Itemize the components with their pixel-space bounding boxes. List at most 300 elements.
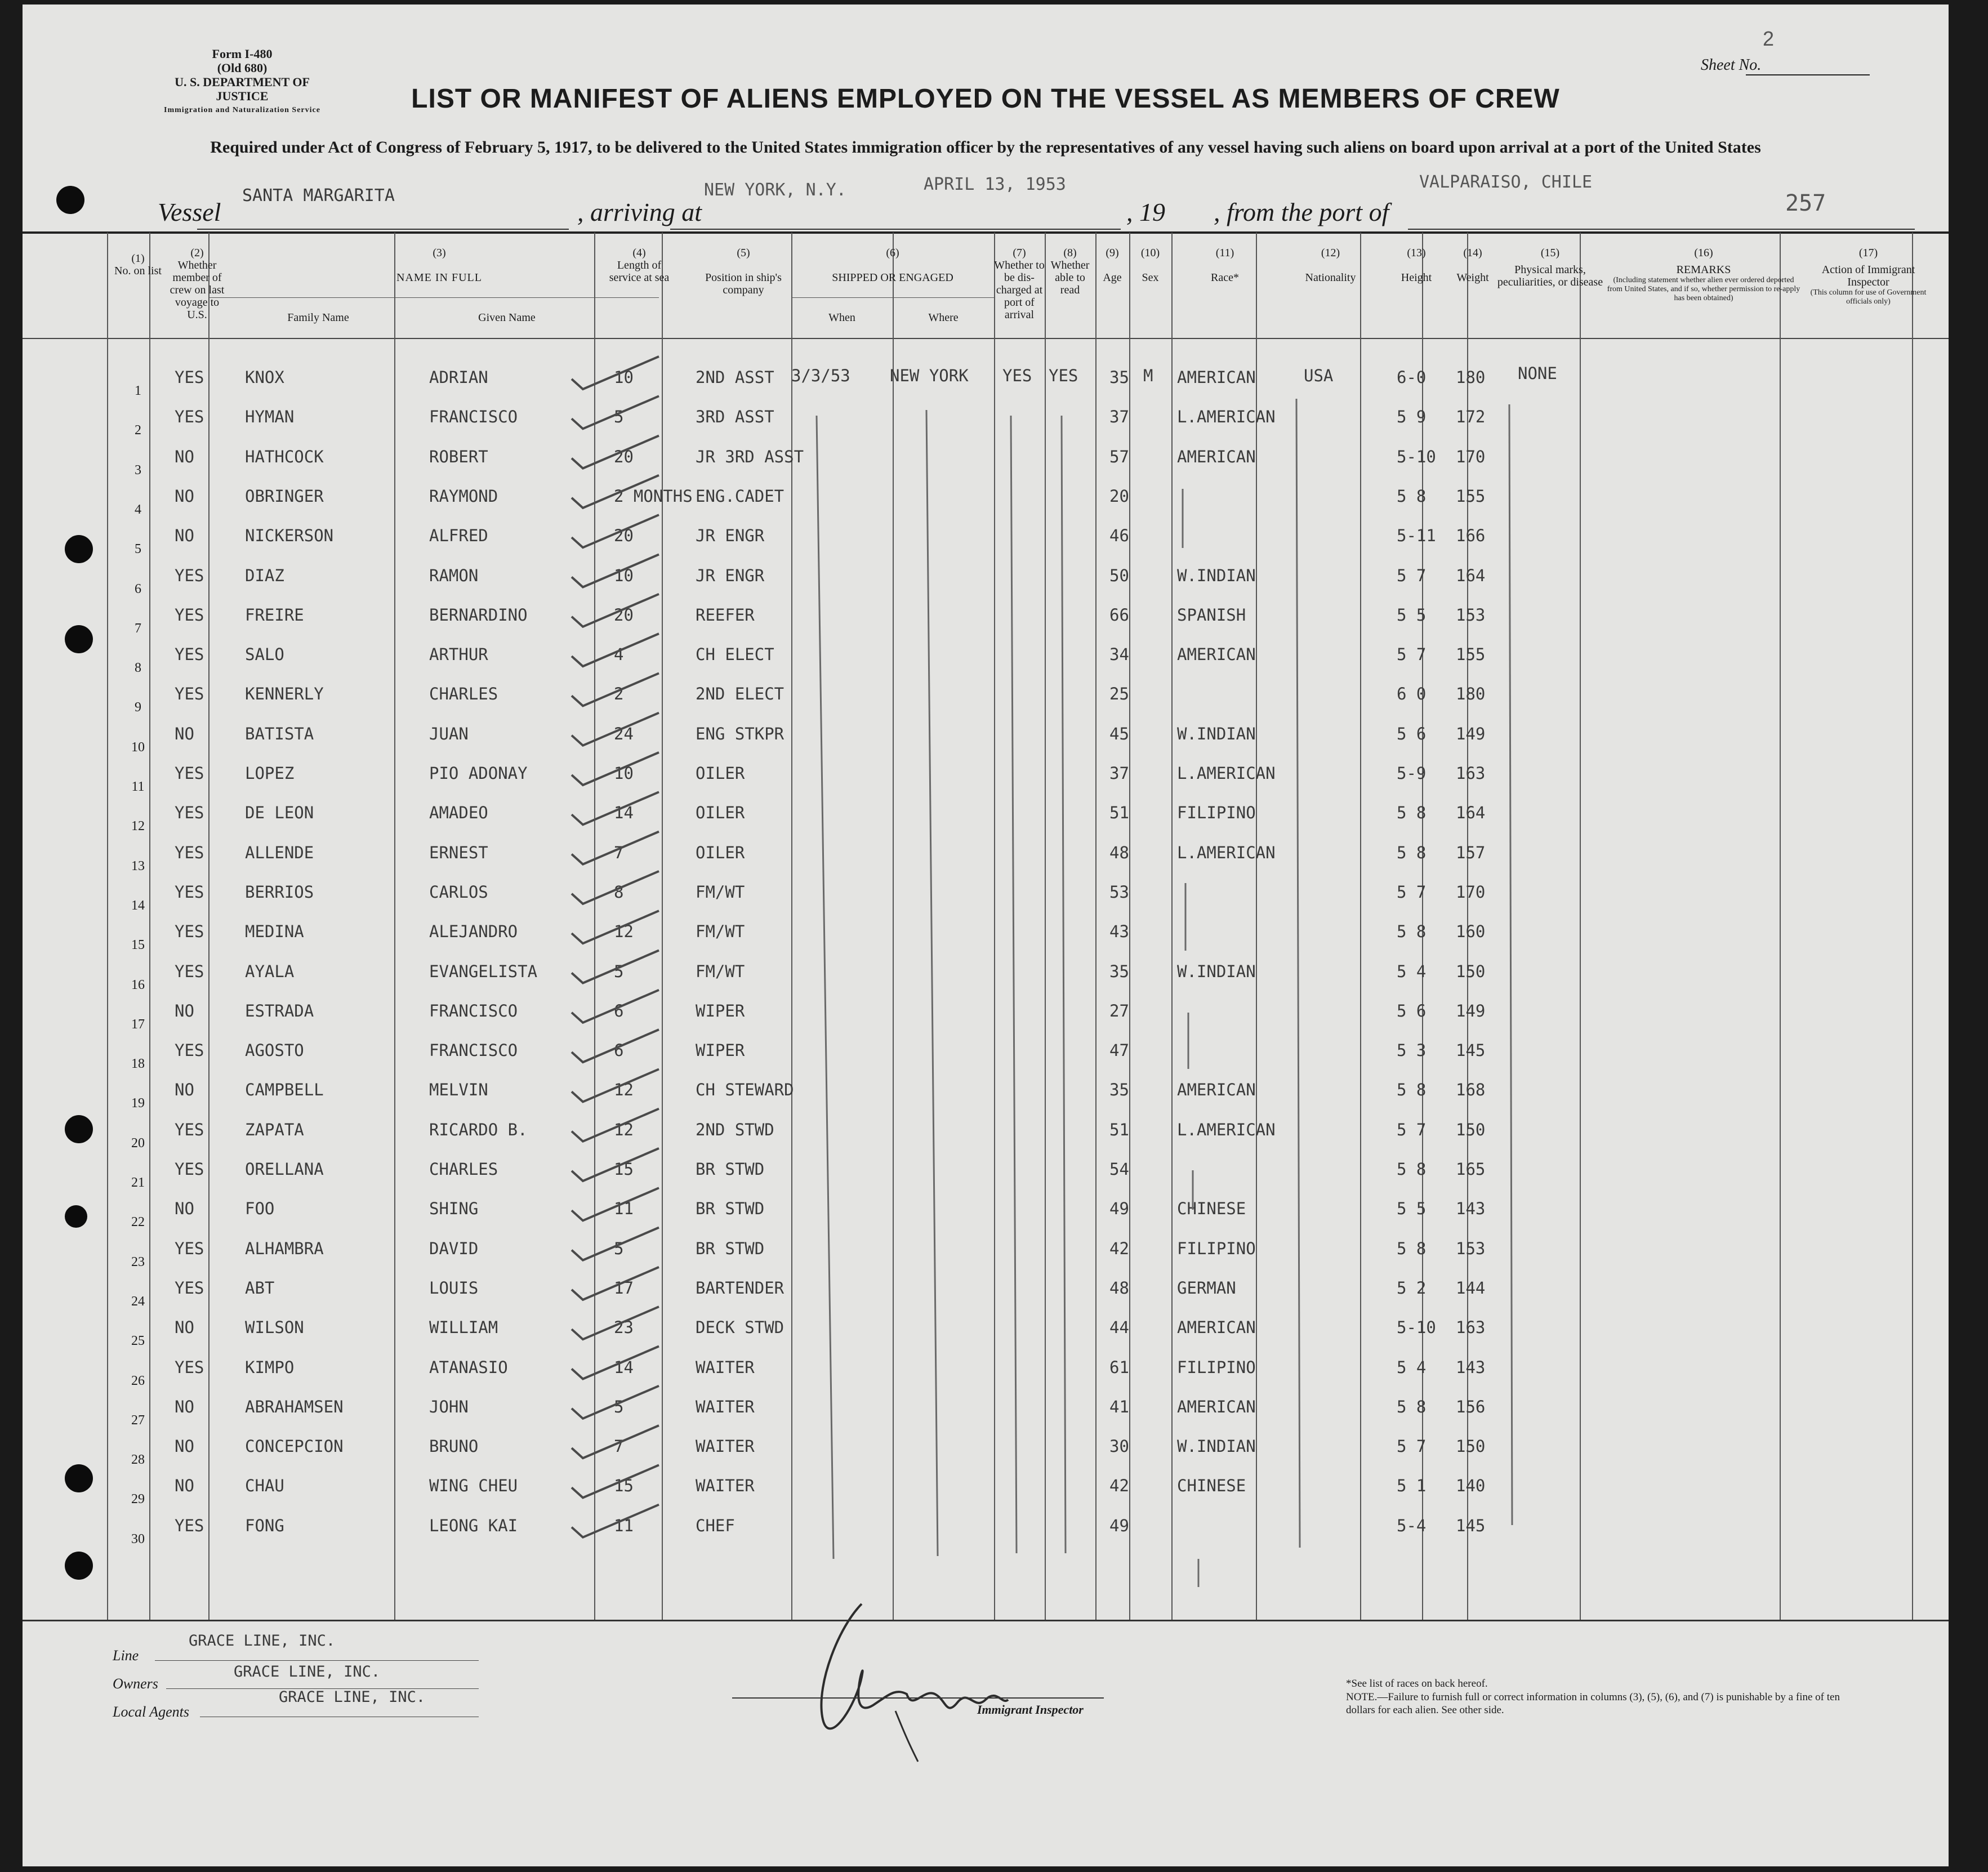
crew-family: NICKERSON [245,526,334,546]
crew-member: NO [175,1199,194,1219]
crew-height: 5 7 [1397,1437,1427,1456]
tally-checkmark [572,1069,659,1102]
crew-height: 5-4 [1397,1516,1427,1535]
agents-label: Local Agents [113,1704,190,1720]
col-num-10: (10) [1140,247,1160,259]
crew-age: 34 [1109,645,1129,665]
crew-race: SPANISH [1177,605,1246,625]
crew-height: 5 6 [1397,1001,1427,1020]
row-number: 8 [135,661,141,676]
crew-race: AMERICAN [1177,1080,1256,1100]
crew-race: L.AMERICAN [1177,764,1276,783]
crew-height: 5 8 [1397,843,1427,862]
crew-age: 61 [1109,1357,1129,1377]
col-label-discharged: Whether to be dis-charged at port of arrival [994,259,1045,321]
crew-weight: 164 [1456,565,1486,585]
binder-hole [65,1115,93,1143]
crew-height: 5-9 [1397,764,1427,783]
crew-weight: 155 [1456,645,1486,665]
crew-family: AGOSTO [245,1041,304,1060]
crew-position: WIPER [696,1001,745,1020]
tally-checkmark [572,555,659,587]
crew-given: FRANCISCO [429,1041,518,1060]
col-num-1: (1) [131,252,145,265]
crew-given: CHARLES [429,684,498,704]
crew-age: 47 [1109,1041,1129,1060]
crew-weight: 163 [1456,764,1486,783]
row-number: 18 [131,1057,145,1072]
row-number: 6 [135,581,141,596]
crew-member: NO [175,1080,194,1100]
crew-service: 5 [614,1397,624,1416]
owners-label: Owners [113,1675,158,1692]
col-num-9: (9) [1106,247,1119,259]
row-number: 5 [135,542,141,557]
row-number: 7 [135,621,141,636]
crew-weight: 168 [1456,1080,1486,1100]
tally-checkmark [572,1425,659,1458]
crew-given: ATANASIO [429,1357,508,1377]
crew-weight: 180 [1456,684,1486,704]
crew-weight: 164 [1456,803,1486,823]
col-label-family: Family Name [287,311,349,324]
crew-race: L.AMERICAN [1177,843,1276,862]
crew-age: 30 [1109,1437,1129,1456]
crew-service: 8 [614,882,624,902]
col-num-5: (5) [737,247,750,259]
col-label-race: Race* [1211,271,1239,284]
col-num-3: (3) [433,247,446,259]
crew-given: SHING [429,1199,479,1219]
crew-age: 51 [1109,1120,1129,1139]
row-1-nationality: USA [1304,366,1334,385]
crew-member: NO [175,447,194,466]
crew-family: CAMPBELL [245,1080,324,1100]
crew-service: 10 [614,368,634,387]
crew-age: 45 [1109,724,1129,743]
crew-weight: 153 [1456,1238,1486,1258]
form-old-number: (Old 680) [217,61,268,75]
crew-weight: 145 [1456,1041,1486,1060]
tally-checkmark [572,1148,659,1181]
tally-checkmark [572,1228,659,1260]
crew-position: BARTENDER [696,1278,784,1298]
crew-service: 4 [614,645,624,665]
col-label-read: Whether able to read [1050,259,1090,296]
crew-race: W.INDIAN [1177,565,1256,585]
crew-age: 48 [1109,1278,1129,1298]
col-num-16: (16) [1694,247,1713,259]
crew-family: ABRAHAMSEN [245,1397,344,1416]
crew-given: JOHN [429,1397,469,1416]
crew-given: LEONG KAI [429,1516,518,1535]
crew-family: KIMPO [245,1357,295,1377]
col-num-4: (4) [632,247,646,259]
crew-race: W.INDIAN [1177,1437,1256,1456]
crew-family: KENNERLY [245,684,324,704]
col-num-7: (7) [1013,247,1026,259]
crew-member: YES [175,764,204,783]
col-num-12: (12) [1321,247,1340,259]
tally-checkmark [572,673,659,706]
row-1-discharged: YES [1002,366,1032,385]
crew-family: AYALA [245,961,295,981]
stamp-number: 257 [1785,190,1826,216]
row-1-able-read: YES [1049,366,1078,385]
line-value: GRACE LINE, INC. [189,1632,336,1650]
col-label-given: Given Name [478,311,536,324]
crew-service: 15 [614,1160,634,1179]
row-number: 22 [131,1215,145,1230]
row-number: 24 [131,1294,145,1309]
col-num-17: (17) [1858,247,1878,259]
crew-race: AMERICAN [1177,1318,1256,1338]
crew-given: FRANCISCO [429,1001,518,1020]
col-label-nationality: Nationality [1305,271,1356,284]
crew-member: YES [175,1516,204,1535]
crew-weight: 149 [1456,1001,1486,1020]
crew-member: YES [175,1278,204,1298]
crew-age: 53 [1109,882,1129,902]
crew-service: 5 [614,1238,624,1258]
arriving-port: NEW YORK, N.Y. [704,180,846,200]
crew-given: ARTHUR [429,645,488,665]
crew-height: 5 7 [1397,645,1427,665]
vessel-name: SANTA MARGARITA [242,186,395,206]
crew-position: 3RD ASST [696,407,774,427]
tally-checkmark [572,1267,659,1300]
crew-family: BERRIOS [245,882,314,902]
col-label-member: Whether member of crew on last voyage to U.S. [170,259,225,321]
crew-service: 12 [614,1080,634,1100]
crew-family: BATISTA [245,724,314,743]
crew-position: WAITER [696,1397,755,1416]
crew-given: FRANCISCO [429,407,518,427]
ditto-marks [23,5,1949,1638]
crew-family: ALHAMBRA [245,1238,324,1258]
crew-height: 5 2 [1397,1278,1427,1298]
department-name: U. S. DEPARTMENT OF JUSTICE [175,75,310,103]
crew-member: YES [175,368,204,387]
crew-given: PIO ADONAY [429,764,528,783]
crew-member: YES [175,843,204,862]
crew-given: ADRIAN [429,368,488,387]
tally-checkmark [572,832,659,864]
binder-hole [65,1552,93,1580]
crew-member: NO [175,486,194,506]
crew-position: JR ENGR [696,565,765,585]
crew-member: NO [175,1437,194,1456]
crew-height: 5-11 [1397,526,1436,546]
crew-service: 12 [614,1120,634,1139]
crew-race: FILIPINO [1177,803,1256,823]
crew-member: YES [175,1238,204,1258]
crew-height: 5 4 [1397,1357,1427,1377]
tally-checkmark [572,634,659,666]
crew-member: YES [175,922,204,942]
row-number: 21 [131,1175,145,1190]
crew-family: DIAZ [245,565,284,585]
row-1-sex: M [1143,366,1153,385]
crew-race: AMERICAN [1177,1397,1256,1416]
col-num-11: (11) [1215,247,1234,259]
crew-given: ERNEST [429,843,488,862]
crew-weight: 144 [1456,1278,1486,1298]
races-footnote: *See list of races on back hereof. [1346,1678,1488,1690]
crew-family: HATHCOCK [245,447,324,466]
crew-race: L.AMERICAN [1177,407,1276,427]
crew-service: 23 [614,1318,634,1338]
tally-checkmark [572,990,659,1023]
row-number: 11 [131,779,145,794]
crew-given: RAYMOND [429,486,498,506]
crew-weight: 150 [1456,961,1486,981]
fine-footnote: NOTE.—Failure to furnish full or correct information in columns (3), (5), (6), and (7) is punishable by a fine of ten dollars for each alien. See other side. [1346,1691,1840,1716]
col-label-height: Height [1401,271,1432,284]
crew-age: 37 [1109,764,1129,783]
crew-member: NO [175,1476,194,1496]
crew-given: ALFRED [429,526,488,546]
row-1-physical: NONE [1518,364,1557,383]
crew-family: LOPEZ [245,764,295,783]
binder-hole [65,625,93,653]
crew-age: 44 [1109,1318,1129,1338]
crew-position: BR STWD [696,1160,765,1179]
crew-member: NO [175,526,194,546]
crew-position: 2ND STWD [696,1120,774,1139]
crew-family: WILSON [245,1318,304,1338]
crew-position: OILER [696,803,745,823]
crew-service: 6 [614,1041,624,1060]
crew-service: 6 [614,1001,624,1020]
crew-age: 48 [1109,843,1129,862]
crew-family: FONG [245,1516,284,1535]
col-num-2: (2) [190,247,204,259]
crew-position: BR STWD [696,1199,765,1219]
crew-weight: 145 [1456,1516,1486,1535]
crew-family: HYMAN [245,407,295,427]
tally-checkmark [572,871,659,904]
year-label: , 19 [1126,198,1165,226]
crew-position: JR 3RD ASST [696,447,804,466]
crew-height: 5-10 [1397,447,1436,466]
row-number: 1 [135,384,141,398]
document-subtitle: Required under Act of Congress of February 5, 1917, to be delivered to the United States immigration officer by the representatives of any vessel having such aliens on board upon arrival at a port of the United States [210,138,1761,157]
crew-weight: 165 [1456,1160,1486,1179]
agents-value: GRACE LINE, INC. [279,1688,426,1706]
crew-weight: 170 [1456,447,1486,466]
tally-checkmark [572,1307,659,1339]
col-note-remarks: (Including statement whether alien ever ordered deported from United States, and if so, whether permission to re-apply has been obtained) [1607,276,1800,302]
sheet-number: 2 [1763,27,1775,50]
crew-weight: 172 [1456,407,1486,427]
crew-given: ALEJANDRO [429,922,518,942]
crew-position: WAITER [696,1437,755,1456]
crew-service: 2 [614,684,624,704]
crew-position: ENG.CADET [696,486,784,506]
crew-height: 5 8 [1397,486,1427,506]
crew-height: 5 1 [1397,1476,1427,1496]
crew-service: 7 [614,1437,624,1456]
col-label-age: Age [1103,271,1122,284]
inspector-rule [732,1697,1104,1699]
crew-height: 5 4 [1397,961,1427,981]
crew-height: 5 8 [1397,1160,1427,1179]
crew-family: ALLENDE [245,843,314,862]
crew-race: CHINESE [1177,1199,1246,1219]
crew-member: YES [175,1120,204,1139]
crew-position: 2ND ELECT [696,684,784,704]
crew-position: FM/WT [696,961,745,981]
col-label-when: When [828,311,855,324]
crew-age: 35 [1109,368,1129,387]
crew-member: NO [175,724,194,743]
tally-checkmark [572,356,659,389]
crew-member: NO [175,1001,194,1020]
crew-position: WAITER [696,1476,755,1496]
tally-checkmark [572,1029,659,1062]
crew-age: 41 [1109,1397,1129,1416]
col-num-8: (8) [1063,247,1077,259]
crew-height: 5 5 [1397,605,1427,625]
crew-position: ENG STKPR [696,724,784,743]
col-label-where: Where [928,311,959,324]
crew-given: JUAN [429,724,469,743]
crew-race: FILIPINO [1177,1357,1256,1377]
crew-weight: 156 [1456,1397,1486,1416]
crew-given: CHARLES [429,1160,498,1179]
row-number: 20 [131,1135,145,1151]
crew-race: AMERICAN [1177,368,1256,387]
row-number: 2 [135,423,141,438]
row-number: 19 [131,1096,145,1111]
col-num-15: (15) [1540,247,1560,259]
crew-given: MELVIN [429,1080,488,1100]
crew-height: 5 8 [1397,803,1427,823]
crew-age: 49 [1109,1516,1129,1535]
crew-service: 14 [614,1357,634,1377]
crew-height: 5-10 [1397,1318,1436,1338]
crew-family: ZAPATA [245,1120,304,1139]
tally-checkmark [572,1505,659,1537]
tally-checkmark [572,951,659,983]
crew-given: DAVID [429,1238,479,1258]
crew-race: FILIPINO [1177,1238,1256,1258]
crew-position: FM/WT [696,882,745,902]
crew-family: ESTRADA [245,1001,314,1020]
tally-checkmark [572,752,659,785]
crew-family: CHAU [245,1476,284,1496]
row-number: 29 [131,1492,145,1507]
crew-service: 17 [614,1278,634,1298]
manifest-sheet [23,5,1949,1866]
owners-value: GRACE LINE, INC. [234,1663,381,1681]
crew-service: 11 [614,1199,634,1219]
crew-age: 50 [1109,565,1129,585]
crew-member: YES [175,1160,204,1179]
row-number: 23 [131,1254,145,1269]
departure-port: VALPARAISO, CHILE [1419,172,1593,192]
sheet-label: Sheet No. [1701,56,1762,74]
crew-family: OBRINGER [245,486,324,506]
crew-member: YES [175,961,204,981]
col-label-sex: Sex [1142,271,1159,284]
tally-checkmark [572,396,659,429]
crew-given: RAMON [429,565,479,585]
crew-service: 2 MONTHS [614,486,693,506]
crew-family: MEDINA [245,922,304,942]
crew-given: BERNARDINO [429,605,528,625]
line-rule [155,1660,479,1661]
crew-position: WAITER [696,1357,755,1377]
crew-given: RICARDO B. [429,1120,528,1139]
row-number: 15 [131,938,145,953]
crew-service: 14 [614,803,634,823]
crew-service: 10 [614,764,634,783]
row-number: 10 [131,739,145,755]
tally-checkmark [572,1188,659,1220]
crew-weight: 180 [1456,368,1486,387]
crew-family: ABT [245,1278,275,1298]
row-number: 26 [131,1373,145,1388]
crew-age: 43 [1109,922,1129,942]
crew-given: BRUNO [429,1437,479,1456]
binder-hole [65,535,93,563]
crew-service: 5 [614,961,624,981]
crew-age: 20 [1109,486,1129,506]
tally-checkmark [572,1109,659,1142]
crew-service: 11 [614,1516,634,1535]
crew-position: BR STWD [696,1238,765,1258]
row-number: 14 [131,898,145,913]
col-label-physical: Physical marks, peculiarities, or disease [1497,264,1603,288]
crew-height: 5 3 [1397,1041,1427,1060]
crew-weight: 155 [1456,486,1486,506]
crew-member: YES [175,1357,204,1377]
crew-given: ROBERT [429,447,488,466]
crew-family: ORELLANA [245,1160,324,1179]
row-number: 28 [131,1452,145,1468]
col-label-weight: Weight [1456,271,1489,284]
vessel-label: Vessel [158,198,221,226]
crew-service: 5 [614,407,624,427]
row-number: 25 [131,1334,145,1349]
col-label-action: Action of Immigrant Inspector [1821,264,1915,288]
col-label-remarks: REMARKS [1676,264,1731,276]
crew-service: 10 [614,565,634,585]
crew-family: CONCEPCION [245,1437,344,1456]
binder-hole [65,1205,87,1228]
crew-family: FREIRE [245,605,304,625]
crew-weight: 150 [1456,1437,1486,1456]
crew-height: 5 8 [1397,1080,1427,1100]
crew-race: AMERICAN [1177,447,1256,466]
col-label-shipped: SHIPPED OR ENGAGED [832,271,953,284]
col-label-no: No. on list [114,265,162,277]
crew-weight: 150 [1456,1120,1486,1139]
crew-given: CARLOS [429,882,488,902]
col-num-6: (6) [886,247,899,259]
crew-family: KNOX [245,368,284,387]
crew-position: REEFER [696,605,755,625]
col-num-14: (14) [1463,247,1482,259]
binder-hole [56,186,84,214]
crew-race: CHINESE [1177,1476,1246,1496]
row-number: 4 [135,502,141,517]
crew-position: JR ENGR [696,526,765,546]
crew-member: YES [175,803,204,823]
row-number: 9 [135,700,141,715]
